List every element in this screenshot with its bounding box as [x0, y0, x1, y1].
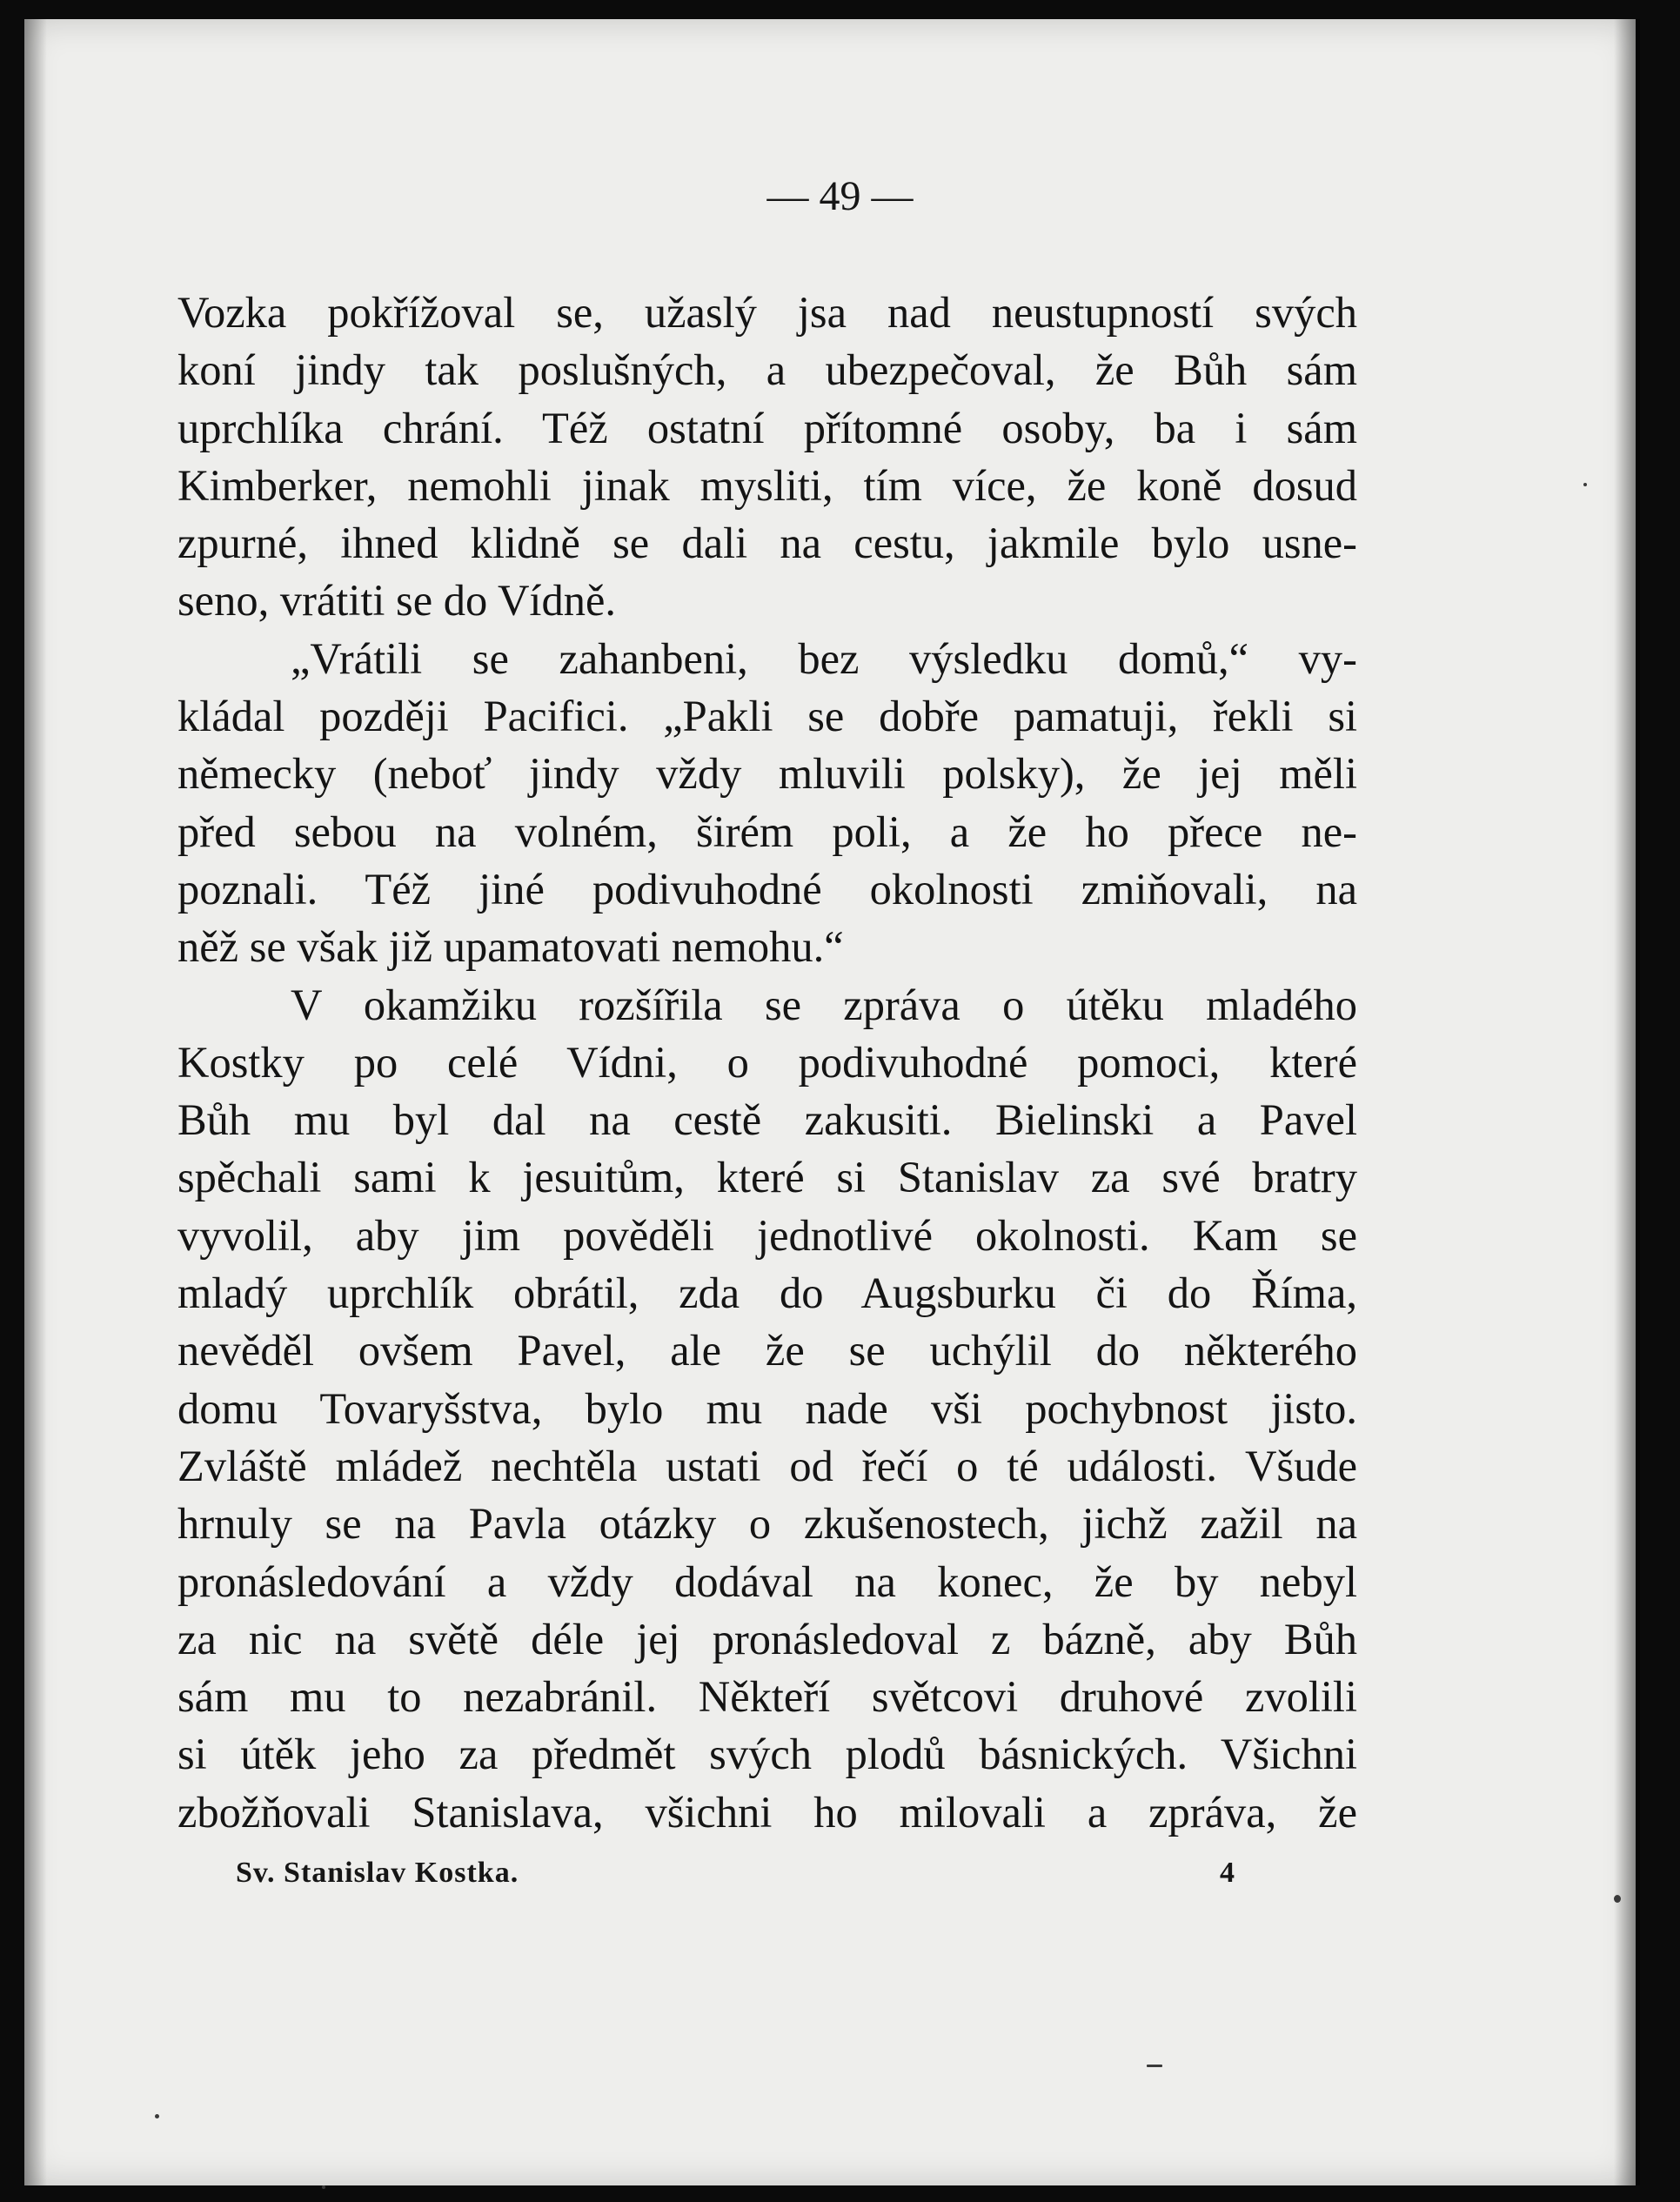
scan-speck: [1147, 2065, 1162, 2067]
text-line: Kostky po celé Vídni, o podivuhodné pomoci, které: [177, 1037, 1357, 1087]
text-line: Zvláště mládež nechtěla ustati od řečí o té události. Všude: [177, 1441, 1357, 1490]
text-line: německy (neboť jindy vždy mluvili polsky), že jej měli: [177, 749, 1357, 799]
page-edge-shadow: [1614, 19, 1640, 2185]
sheet-number: 4: [1220, 1857, 1235, 1889]
text-line: za nic na světě déle jej pronásledoval z bázně, aby Bůh: [177, 1614, 1357, 1663]
page-number: — 49 —: [766, 173, 914, 219]
scan-speck: [155, 2114, 159, 2118]
text-line: „Vrátili se zahanbeni, bez výsledku domů,“ vy-: [291, 633, 1357, 683]
text-line: domu Tovaryšstva, bylo mu nade vši pochybnost jisto.: [177, 1383, 1357, 1433]
text-line: seno, vrátiti se do Vídně.: [177, 576, 616, 626]
text-line: uprchlíka chrání. Též ostatní přítomné osoby, ba i sám: [177, 403, 1357, 452]
scan-speck: [1614, 1895, 1621, 1903]
text-line: V okamžiku rozšířila se zpráva o útěku mladého: [291, 980, 1357, 1029]
text-line: Bůh mu byl dal na cestě zakusiti. Bielinski a Pavel: [177, 1095, 1357, 1145]
text-line: kládal později Pacifici. „Pakli se dobře pamatuji, řekli si: [177, 692, 1357, 741]
text-line: vyvolil, aby jim pověděli jednotlivé okolnosti. Kam se: [177, 1210, 1357, 1260]
scan-speck: [322, 2185, 325, 2189]
text-line: něž se však již upamatovati nemohu.“: [177, 922, 844, 972]
text-line: koní jindy tak poslušných, a ubezpečoval, že Bůh sám: [177, 345, 1357, 395]
body-text: [177, 284, 1357, 1841]
page-footer: [236, 1857, 1235, 1900]
text-line: poznali. Též jiné podivuhodné okolnosti zmiňovali, na: [177, 864, 1357, 914]
text-line: mladý uprchlík obrátil, zda do Augsburku či do Říma,: [177, 1268, 1357, 1318]
text-line: zpurné, ihned klidně se dali na cestu, jakmile bylo usne-: [177, 519, 1357, 568]
text-line: před sebou na volném, širém poli, a že ho přece ne-: [177, 807, 1357, 856]
text-line: pronásledování a vždy dodával na konec, že by nebyl: [177, 1556, 1357, 1606]
text-line: hrnuly se na Pavla otázky o zkušenostech, jichž zažil na: [177, 1499, 1357, 1549]
text-line: sám mu to nezabránil. Někteří světcovi druhové zvolili: [177, 1672, 1357, 1722]
text-line: nevěděl ovšem Pavel, ale že se uchýlil do některého: [177, 1326, 1357, 1375]
text-line: Vozka pokřížoval se, užaslý jsa nad neustupností svých: [177, 288, 1357, 337]
text-line: spěchali sami k jesuitům, které si Stanislav za své bratry: [177, 1153, 1357, 1202]
text-line: Kimberker, nemohli jinak mysliti, tím více, že koně dosud: [177, 460, 1357, 510]
text-line: zbožňovali Stanislava, všichni ho milovali a zpráva, že: [177, 1787, 1357, 1837]
printer-signature: Sv. Stanislav Kostka.: [236, 1857, 519, 1889]
spine-shadow: [24, 19, 47, 2185]
text-line: si útěk jeho za předmět svých plodů básnických. Všichni: [177, 1730, 1357, 1779]
scan-speck: [1583, 483, 1587, 486]
